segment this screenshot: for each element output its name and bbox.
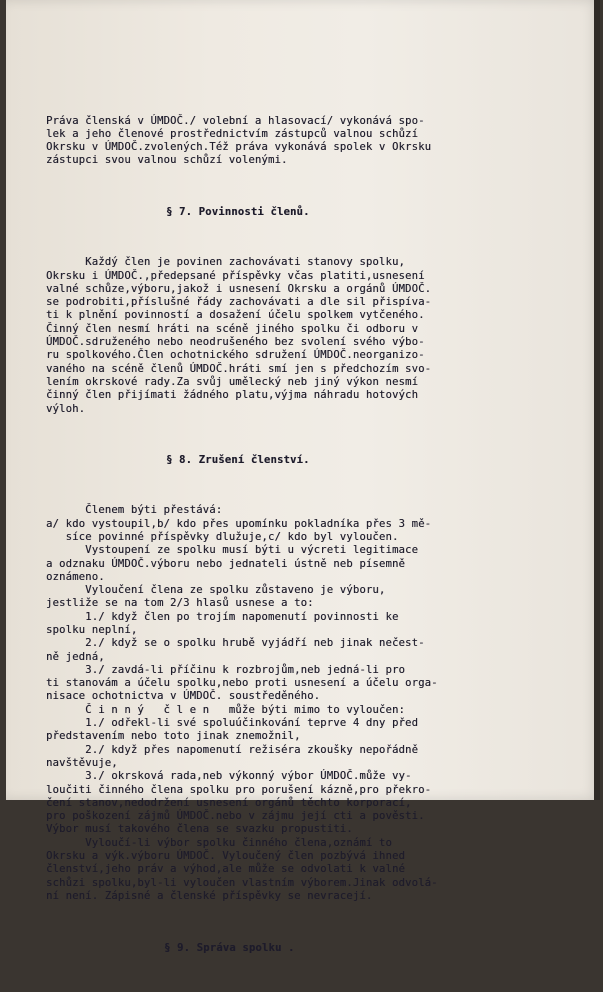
text-line: Vyloučí-li výbor spolku činného člena,oznámí to (46, 836, 392, 849)
text-line: Vyloučení člena ze spolku zůstaveno je výboru, (46, 584, 386, 597)
page-edge-shadow (594, 0, 600, 800)
text-line: čení stanov,nedodržení usnesení orgánů těchto korporací, (46, 796, 412, 809)
text-line: spolku neplní, (46, 623, 138, 636)
text-line: navštěvuje, (46, 756, 118, 769)
text-line: 1./ odřekl-li své spoluúčinkování teprve 4 dny před (46, 717, 419, 730)
text-line: Členem býti přestává: (46, 504, 223, 517)
text-line: se podrobiti,příslušné řády zachovávati a dle sil přispíva- (46, 296, 432, 309)
text-line: činný člen přijímati žádného platu,výjma náhradu hotových (46, 389, 419, 402)
text-line: schůzi spolku,byl-li vyloučen vlastním výborem.Jinak odvolá- (46, 876, 438, 889)
text-line: 1./ když člen po trojím napomenutí povinnosti ke (46, 610, 399, 623)
text-line: vaného na scéně členů ÚMDOČ.hráti smí jen s předchozím svo- (46, 362, 432, 375)
text-line: a/ kdo vystoupil,b/ kdo přes upomínku pokladníka přes 3 mě- (46, 517, 432, 530)
text-line: Každý člen je povinen zachovávati stanovy spolku, (46, 256, 406, 269)
text-line: Okrsku a výk.výboru ÚMDOČ. Vyloučený člen pozbývá ihned (46, 850, 406, 863)
text-line: pro poškození zájmů ÚMDOČ.nebo v zájmu její cti a pověsti. (46, 810, 425, 823)
text-line: výloh. (46, 402, 86, 415)
text-line: ti k plnění povinností a dosažení účelu spolkem vytčeného. (46, 309, 425, 322)
text-line: oznámeno. (46, 570, 105, 583)
text-line: Vystoupení ze spolku musí býti u výcreti legitimace (46, 544, 419, 557)
heading-section-8: § 8. Zrušení členství. (166, 454, 310, 467)
text-line: členství,jeho práv a výhod,ale může se odvolati k valné (46, 863, 406, 876)
paragraph-member-rights (46, 115, 591, 168)
heading-section-9: § 9. Správa spolku . (164, 941, 295, 954)
text-line: lením okrskové rady.Za svůj umělecký neb jiný výkon nesmí (46, 375, 419, 388)
section-8-body (46, 504, 591, 903)
text-line: a odznaku ÚMDOČ.výboru nebo jednateli ústně neb písemně (46, 557, 406, 570)
text-line: 2./ když přes napomenutí režiséra zkoušky nepořádně (46, 743, 419, 756)
text-line: Okrsku i ÚMDOČ.,předepsané příspěvky včas platiti,usnesení (46, 269, 425, 282)
text-line: ně jedná, (46, 650, 105, 663)
text-line: loučiti činného člena spolku pro porušení kázně,pro překro- (46, 783, 432, 796)
text-line: Činný člen nesmí hráti na scéně jiného spolku či odboru v (46, 322, 419, 335)
text-line: jestliže se na tom 2/3 hlasů usnese a to: (46, 597, 314, 610)
text-line: zástupci svou valnou schůzí volenými. (46, 154, 288, 167)
section-7-body (46, 256, 591, 416)
text-line: ÚMDOČ.sdruženého nebo neodrušeného bez svolení svého výbo- (46, 336, 425, 349)
text-line: síce povinné příspěvky dlužuje,c/ kdo byl vyloučen. (46, 530, 399, 543)
text-line: ti stanovám a účelu spolku,nebo proti usnesení a účelu orga- (46, 677, 438, 690)
text-line: nisace ochotnictva v ÚMDOČ. soustředěného. (46, 690, 321, 703)
text-line: ní není. Zápisné a členské příspěvky se nevracejí. (46, 889, 373, 902)
text-line: Práva členská v ÚMDOČ./ volební a hlasovací/ vykonává spo- (46, 114, 425, 127)
text-line: Okrsku v ÚMDOČ.zvolených.Též práva vykonává spolek v Okrsku (46, 141, 432, 154)
text-line: valné schůze,výboru,jakož i usnesení Okrsku a orgánů ÚMDOČ. (46, 282, 432, 295)
typewritten-page (6, 0, 600, 954)
page-text (46, 88, 591, 992)
text-line: Výbor musí takového člena se svazku propustiti. (46, 823, 353, 836)
text-line: představením nebo toto jinak znemožnil, (46, 730, 301, 743)
heading-section-7: § 7. Povinnosti členů. (166, 206, 310, 219)
text-line: 2./ když se o spolku hrubě vyjádří neb jinak nečest- (46, 637, 425, 650)
text-line: lek a jeho členové prostřednictvím zástupců valnou schůzí (46, 127, 419, 140)
text-line: ru spolkového.Člen ochotnického sdružení ÚMDOČ.neorganizo- (46, 349, 425, 362)
text-line: 3./ zavdá-li příčinu k rozbrojům,neb jedná-li pro (46, 663, 406, 676)
text-line: 3./ okrsková rada,neb výkonný výbor ÚMDOČ.může vy- (46, 770, 412, 783)
text-line: Č i n n ý č l e n může býti mimo to vyloučen: (46, 703, 406, 716)
